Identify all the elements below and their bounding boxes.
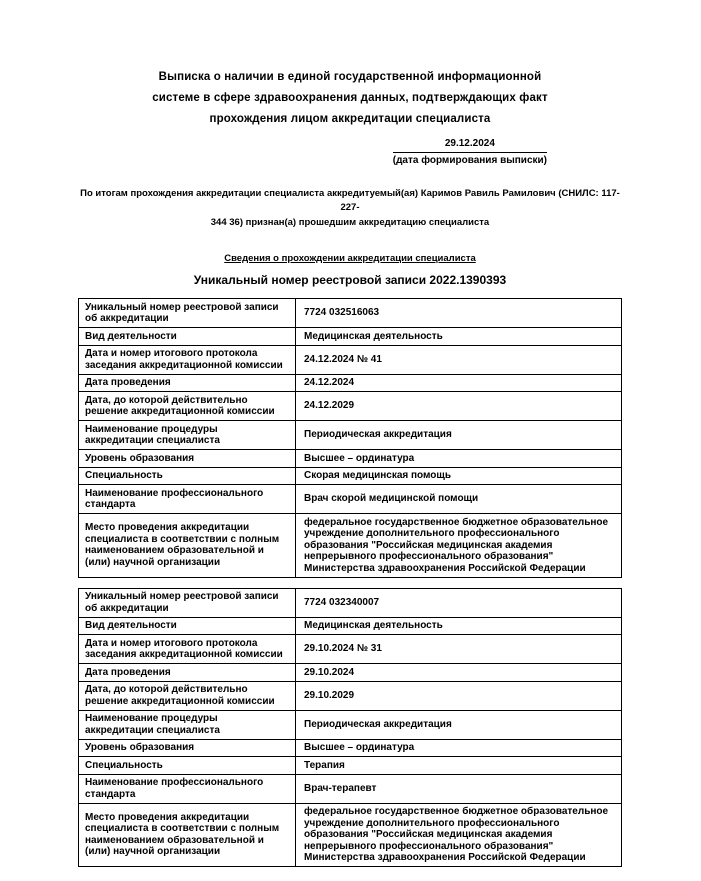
field-label: Дата, до которой действительно решение аккредитационной комиссии [79,392,296,421]
field-label: Наименование профессионального стандарта [79,485,296,514]
field-label: Наименование процедуры аккредитации специалиста [79,421,296,450]
field-value: Скорая медицинская помощь [296,467,622,485]
table-row [79,588,622,617]
field-label: Место проведения аккредитации специалиста в соответствии с полным наименованием образовательной и (или) научной организации [79,803,296,867]
field-value: 29.10.2024 № 31 [296,635,622,664]
section-heading: Сведения о прохождении аккредитации специалиста [224,253,476,264]
field-label: Наименование профессионального стандарта [79,774,296,803]
field-label: Дата и номер итогового протокола заседания аккредитационной комиссии [79,635,296,664]
document-title-line-2: системе в сфере здравоохранения данных, подтверждающих факт [152,92,548,104]
field-value: 24.12.2024 № 41 [296,345,622,374]
field-value: Периодическая аккредитация [296,421,622,450]
field-value: Медицинская деятельность [296,617,622,635]
field-value: 29.10.2024 [296,664,622,682]
field-label: Дата проведения [79,664,296,682]
table-row [79,635,622,664]
table-row [79,803,622,867]
table-row [79,774,622,803]
accreditation-table-1 [78,298,622,578]
field-label: Уровень образования [79,450,296,468]
table-row [79,617,622,635]
field-value: Врач скорой медицинской помощи [296,485,622,514]
summary-line-2: 344 36) признан(а) прошедшим аккредитацию специалиста [210,216,490,228]
field-label: Дата, до которой действительно решение аккредитационной комиссии [79,681,296,710]
field-value: Терапия [296,757,622,775]
document-title [78,67,622,130]
table-row [79,467,622,485]
field-value: Медицинская деятельность [296,328,622,346]
table-row [79,392,622,421]
table-row [79,485,622,514]
table-row [79,299,622,328]
field-label: Вид деятельности [79,617,296,635]
field-value: 7724 032340007 [296,588,622,617]
field-value: 24.12.2029 [296,392,622,421]
field-value: Врач-терапевт [296,774,622,803]
field-value: 29.10.2029 [296,681,622,710]
field-label: Наименование процедуры аккредитации специалиста [79,710,296,739]
issue-date-block [393,138,547,167]
field-label: Специальность [79,467,296,485]
table-row [79,664,622,682]
issue-date-caption: (дата формирования выписки) [392,154,547,166]
field-label: Уникальный номер реестровой записи об аккредитации [79,299,296,328]
table-row [79,757,622,775]
field-value: Высшее – ординатура [296,450,622,468]
field-value: 7724 032516063 [296,299,622,328]
table-row [79,328,622,346]
summary-line-1: По итогам прохождения аккредитации специалиста аккредитуемый(ая) Каримов Равиль Рамилович (СНИЛС: 117-227- [80,187,620,213]
table-row [79,345,622,374]
table-row [79,739,622,757]
table-row [79,681,622,710]
accreditation-table-2 [78,588,622,868]
field-label: Вид деятельности [79,328,296,346]
field-label: Дата проведения [79,374,296,392]
field-label: Место проведения аккредитации специалиста в соответствии с полным наименованием образовательной и (или) научной организации [79,514,296,578]
registry-heading: Уникальный номер реестровой записи 2022.1390393 [193,273,507,287]
field-value: федеральное государственное бюджетное образовательное учреждение дополнительного профессионального образования "Российская медицинская академия непрерывного профессионального образования" Министерства здравоохранения Российской Федерации [296,803,622,867]
table-row [79,374,622,392]
field-value: Периодическая аккредитация [296,710,622,739]
document-title-line-3: прохождения лицом аккредитации специалиста [209,113,491,125]
summary-paragraph [78,187,622,231]
field-value: Высшее – ординатура [296,739,622,757]
field-label: Специальность [79,757,296,775]
issue-date-value: 29.12.2024 [393,138,547,153]
table-row [79,514,622,578]
table-row [79,710,622,739]
field-label: Уровень образования [79,739,296,757]
field-label: Уникальный номер реестровой записи об аккредитации [79,588,296,617]
document-title-line-1: Выписка о наличии в единой государственной информационной [158,71,542,83]
field-value: 24.12.2024 [296,374,622,392]
table-row [79,450,622,468]
table-row [79,421,622,450]
field-label: Дата и номер итогового протокола заседания аккредитационной комиссии [79,345,296,374]
field-value: федеральное государственное бюджетное образовательное учреждение дополнительного профессионального образования "Российская медицинская академия непрерывного профессионального образования" Министерства здравоохранения Российской Федерации [296,514,622,578]
